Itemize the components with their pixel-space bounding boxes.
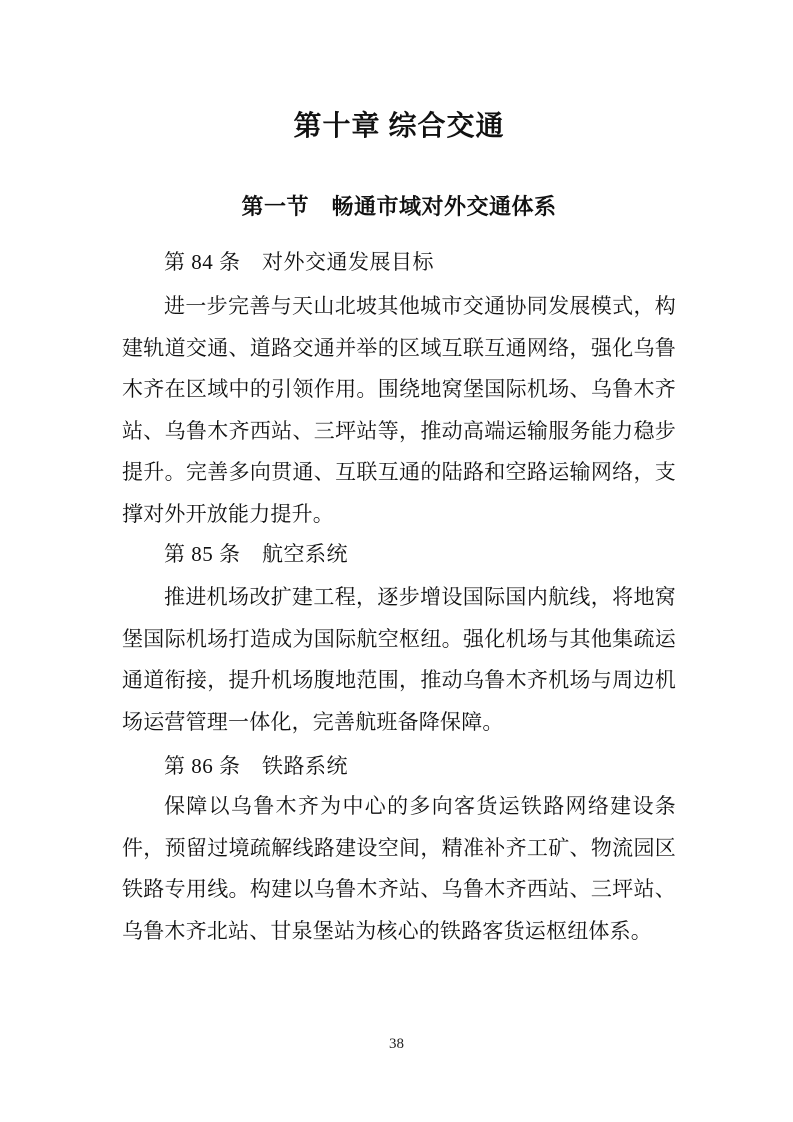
page-content [0, 106, 793, 952]
article-86-heading: 第 86 条 铁路系统 [164, 754, 348, 778]
article-84 [122, 247, 676, 535]
chapter-title: 第十章 综合交通 [293, 111, 505, 142]
section-heading: 第一节 畅通市域对外交通体系 [241, 194, 557, 219]
article-85-heading: 第 85 条 航空系统 [164, 542, 348, 566]
page-number: 38 [389, 1036, 404, 1052]
article-84-body: 进一步完善与天山北坡其他城市交通协同发展模式，构建轨道交通、道路交通并举的区域互联互通网络，强化乌鲁木齐在区域中的引领作用。围绕地窝堡国际机场、乌鲁木齐站、乌鲁木齐西站、三坪站等，推动高端运输服务能力稳步提升。完善多向贯通、互联互通的陆路和空路运输网络，支撑对外开放能力提升。 [122, 294, 676, 526]
article-85-body: 推进机场改扩建工程，逐步增设国际国内航线，将地窝堡国际机场打造成为国际航空枢纽。强化机场与其他集疏运通道衔接，提升机场腹地范围，推动乌鲁木齐机场与周边机场运营管理一体化，完善航班备降保障。 [122, 585, 676, 734]
article-85 [122, 539, 676, 743]
article-86 [122, 751, 676, 952]
article-84-heading: 第 84 条 对外交通发展目标 [164, 250, 434, 274]
article-86-body: 保障以乌鲁木齐为中心的多向客货运铁路网络建设条件，预留过境疏解线路建设空间，精准补齐工矿、物流园区铁路专用线。构建以乌鲁木齐站、乌鲁木齐西站、三坪站、乌鲁木齐北站、甘泉堡站为核心的铁路客货运枢纽体系。 [122, 794, 676, 943]
